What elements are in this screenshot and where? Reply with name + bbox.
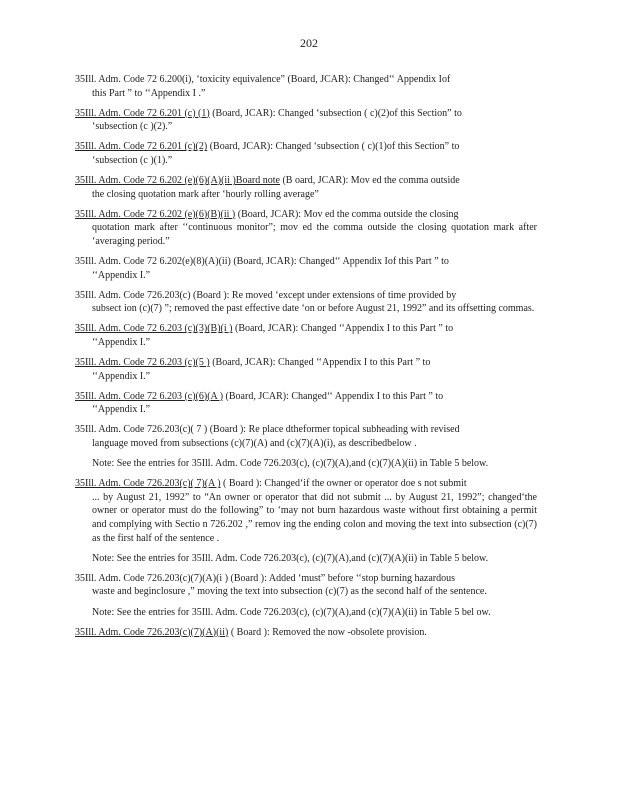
note-paragraph: Note: See the entries for 35Ill. Adm. Code 726.203(c), (c)(7)(A),and (c)(7)(A)(ii) in Table 5 below. bbox=[92, 552, 489, 564]
entry-continuation: ‘subsection (c )(1).” bbox=[92, 154, 173, 166]
entry-description: ‘toxicity equivalence” (Board, JCAR): Changed‘‘ Appendix Iof bbox=[196, 74, 451, 85]
amendment-entry bbox=[75, 572, 537, 599]
amendment-entry bbox=[75, 140, 537, 167]
code-citation: 35Ill. Adm. Code 72 6.202 (e)(6)(B)(ii ) bbox=[75, 208, 236, 220]
entry-continuation: this Part ” to ‘‘Appendix I .” bbox=[92, 87, 206, 99]
entry-continuation: quotation mark after ‘‘continuous monitor”; mov ed the comma outside the closing quotation mark after ‘averaging period.” bbox=[92, 222, 537, 247]
amendment-entry bbox=[75, 423, 537, 450]
entry-continuation: ‘‘Appendix I.” bbox=[92, 337, 151, 348]
code-citation: 35Ill. Adm. Code 72 6.200(i), bbox=[75, 74, 194, 85]
amendment-entry bbox=[75, 356, 537, 383]
entry-continuation: ‘‘Appendix I.” bbox=[92, 370, 151, 382]
entry-continuation: language moved from subsections (c)(7)(A) and (c)(7)(A)(i), as describedbelow . bbox=[92, 438, 417, 450]
amendment-entry bbox=[75, 107, 537, 134]
amendment-entry bbox=[75, 255, 537, 282]
code-citation: 35Ill. Adm. Code 72 6.203 (c)(6)(A ) bbox=[75, 390, 224, 402]
entry-description: (Board, JCAR): Changed ‘subsection ( c)(2)of this Section” to bbox=[212, 107, 462, 119]
code-citation: 35Ill. Adm. Code 726.203(c)( 7)(A ) bbox=[75, 478, 221, 490]
amendment-entry bbox=[75, 289, 537, 316]
code-citation: 35Ill. Adm. Code 726.203(c) bbox=[75, 289, 191, 301]
entry-description: (Board, JCAR): Changed ‘‘Appendix I to this Part ” to bbox=[212, 357, 431, 369]
amendment-entries bbox=[75, 73, 537, 646]
amendment-entry bbox=[75, 322, 537, 349]
entry-description: (Board, JCAR): Mov ed the comma outside the closing bbox=[237, 208, 459, 220]
entry-description: (B oard, JCAR): Mov ed the comma outside bbox=[282, 175, 460, 187]
entry-continuation: waste and beginclosure ,” moving the text into subsection (c)(7) as the second half of the sentence. bbox=[92, 586, 487, 598]
amendment-entry bbox=[75, 626, 537, 640]
entry-description: (Board, JCAR): Changed ‘‘Appendix I to this Part ” to bbox=[234, 323, 454, 335]
entry-continuation: the closing quotation mark after ‘hourly rolling average” bbox=[92, 188, 319, 200]
entry-description: ( Board ): Changed‘if the owner or operator doe s not submit bbox=[223, 478, 467, 490]
entry-continuation: ‘subsection (c )(2).” bbox=[92, 121, 173, 133]
code-citation: 35Ill. Adm. Code 72 6.203 (c)(5 ) bbox=[75, 357, 210, 369]
code-citation: 35Ill. Adm. Code 726.203(c)(7)(A)(ii) bbox=[75, 626, 229, 638]
entry-description: (Board, JCAR): Changed ‘subsection ( c)(1)of this Section” to bbox=[209, 141, 460, 153]
entry-description: (Board, JCAR): Changed‘‘ Appendix I to this Part ” to bbox=[225, 390, 444, 402]
code-citation: 35Ill. Adm. Code 726.203(c)(7)(A)(i ) bbox=[75, 572, 229, 584]
code-citation: 35Ill. Adm. Code 72 6.201 (c) (1) bbox=[75, 107, 210, 119]
amendment-entry bbox=[75, 208, 537, 249]
code-citation: 35Ill. Adm. Code 72 6.201 (c)(2) bbox=[75, 141, 208, 153]
amendment-entry bbox=[75, 73, 537, 100]
entry-continuation: ‘‘Appendix I.” bbox=[92, 269, 151, 281]
entry-description: (Board ): Added ‘must” before ‘‘stop burning hazardous bbox=[230, 572, 456, 584]
amendment-entry bbox=[75, 477, 537, 545]
entry-continuation: ‘‘Appendix I.” bbox=[92, 404, 151, 416]
entry-continuation: subsect ion (c)(7) ”; removed the past effective date ‘on or before August 21, 1992” and its offsetting commas. bbox=[92, 303, 535, 315]
code-citation: 35Ill. Adm. Code 72 6.202 (e)(6)(A)(ii )Board note bbox=[75, 175, 280, 187]
entry-description: (Board, JCAR): Changed‘‘ Appendix Iof this Part ” to bbox=[233, 256, 449, 268]
note-paragraph: Note: See the entries for 35Ill. Adm. Code 726.203(c), (c)(7)(A),and (c)(7)(A)(ii) in Table 5 bel ow. bbox=[92, 606, 491, 618]
page-number: 202 bbox=[300, 36, 318, 50]
entry-continuation: ... by August 21, 1992” to “An owner or operator that did not submit ... by August 21, 1992”; changed‘the owner or operator must do the following” to ‘may not burn hazardous waste without first obtaining a permit and complying with Sectio n 726.202 ,” remov ing the ending colon and moving the text into subsection (c)(7) as the first half of the sentence . bbox=[92, 491, 537, 544]
amendment-entry bbox=[75, 390, 537, 417]
note-paragraph: Note: See the entries for 35Ill. Adm. Code 726.203(c), (c)(7)(A),and (c)(7)(A)(ii) in Table 5 below. bbox=[92, 458, 489, 470]
code-citation: 35Ill. Adm. Code 72 6.203 (c)(3)(B)(i ) bbox=[75, 323, 233, 335]
entry-description: ( Board ): Removed the now -obsolete provision. bbox=[230, 626, 427, 638]
amendment-entry bbox=[75, 174, 537, 201]
code-citation: 35Ill. Adm. Code 72 6.202(e)(8)(A)(ii) bbox=[75, 256, 231, 268]
entry-description: (Board ): Re place dtheformer topical subheading with revised bbox=[209, 424, 460, 436]
entry-description: (Board ): Re moved ‘except under extensions of time provided by bbox=[193, 289, 457, 301]
code-citation: 35Ill. Adm. Code 726.203(c)( 7 ) bbox=[75, 424, 208, 436]
